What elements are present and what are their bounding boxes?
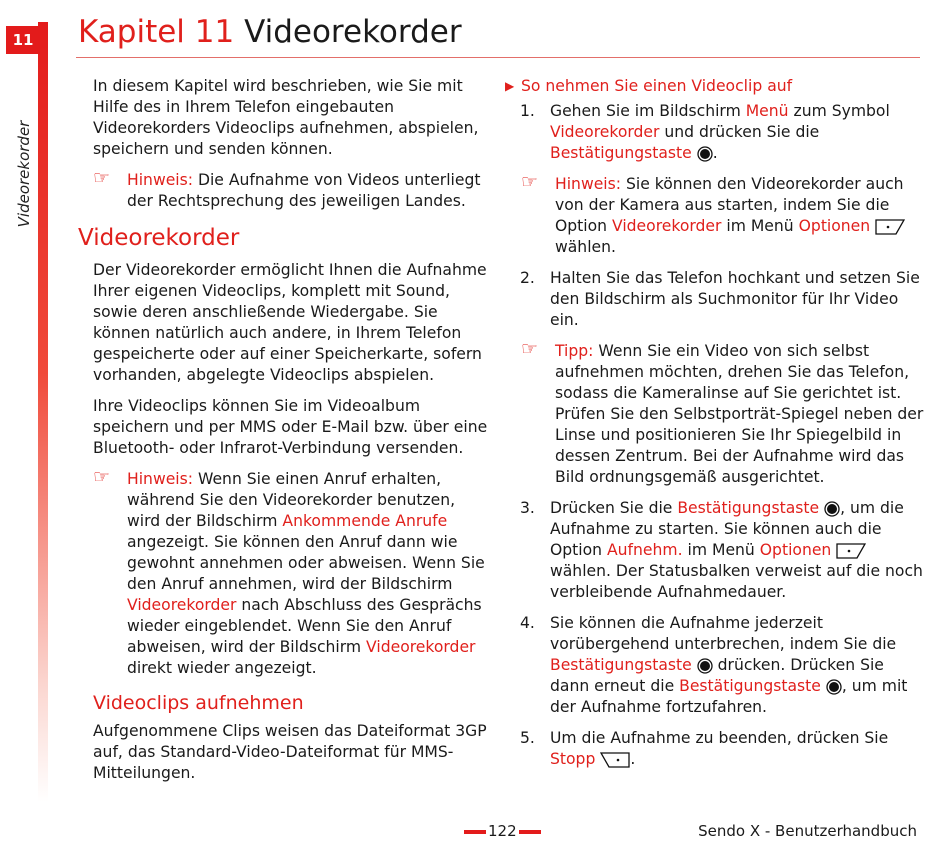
- page-title: [78, 14, 462, 50]
- side-chapter-label: Videorekorder: [15, 120, 33, 228]
- title-rule: [76, 57, 920, 58]
- menu-name: Optionen: [759, 541, 832, 559]
- section-paragraph-2: Ihre Videoclips können Sie im Videoalbum speichern und per MMS oder E-Mail bzw. über eine Bluetooth- oder Infrarot-Verbindung versenden.: [93, 397, 488, 457]
- tip-selfie: [505, 338, 925, 488]
- screen-name-link: Ankommende Anrufe: [282, 512, 448, 530]
- tip-text: Wenn Sie ein Video von sich selbst aufnehmen möchten, drehen Sie das Telefon, sodass die Kameralinse auf Sie gerichtet ist. Prüfen Sie den Selbstporträt-Spiegel neben der Linse und positionieren Sie Ihr Spiegelbild in dessen Zentrum. Bei der Aufnahme wird das Bild ordnungsgemäß ausgerichtet.: [555, 342, 924, 486]
- screen-name-link: Videorekorder: [366, 638, 476, 656]
- procedure-title: [505, 76, 925, 97]
- footer-book-title: Sendo X - Benutzerhandbuch: [698, 822, 917, 840]
- option-name: Videorekorder: [612, 217, 722, 235]
- option-name: Aufnehm.: [607, 541, 683, 559]
- pointing-hand-icon: ☞: [521, 338, 539, 360]
- note-text: wählen.: [555, 238, 616, 256]
- key-name: Bestätigungstaste: [550, 656, 692, 674]
- menu-name: Videorekorder: [550, 123, 660, 141]
- step-text: und drücken Sie die: [659, 123, 820, 141]
- left-softkey-icon: [600, 751, 630, 769]
- step-4: [505, 613, 925, 718]
- page-number-bar-left: [464, 830, 486, 834]
- right-softkey-icon: [875, 218, 905, 236]
- note-label: Hinweis:: [127, 171, 193, 189]
- pointing-hand-icon: ☞: [521, 171, 539, 193]
- select-key-icon: [697, 658, 713, 674]
- intro-paragraph: In diesem Kapitel wird beschrieben, wie Sie mit Hilfe des in Ihrem Telefon eingebauten Videorekorders Videoclips aufnehmen, abspielen, speichern und senden können.: [93, 77, 479, 158]
- step-5: [505, 728, 925, 770]
- pointing-hand-icon: ☞: [93, 466, 111, 488]
- note-incoming-call: [93, 466, 493, 679]
- key-name: Stopp: [550, 750, 596, 768]
- step-number: 3.: [520, 499, 535, 517]
- key-name: Bestätigungstaste: [679, 677, 821, 695]
- step-1: [505, 101, 925, 164]
- step-text: , um die Aufnahme zu starten. Sie können auch die Option: [550, 499, 904, 559]
- step-3: [505, 498, 925, 603]
- note-legal: [93, 167, 493, 212]
- arrow-right-icon: ▶: [505, 79, 515, 93]
- step-text: Halten Sie das Telefon hochkant und setzen Sie den Bildschirm als Suchmonitor für Ihr Video ein.: [550, 269, 920, 329]
- note-text: Die Aufnahme von Videos unterliegt der Rechtsprechung des jeweiligen Landes.: [127, 171, 481, 210]
- page-number-text: 122: [488, 822, 517, 840]
- page-number-bar-right: [519, 830, 541, 834]
- step-text: wählen. Der Statusbalken verweist auf die noch verbleibende Aufnahmedauer.: [550, 562, 923, 601]
- side-tab-gradient: [38, 22, 48, 802]
- step-2: [505, 268, 925, 331]
- screen-name-link: Videorekorder: [127, 596, 237, 614]
- note-text: direkt wieder angezeigt.: [127, 659, 317, 677]
- select-key-icon: [824, 501, 840, 517]
- step-text: zum Symbol: [788, 102, 890, 120]
- menu-name: Optionen: [798, 217, 871, 235]
- step-number: 1.: [520, 102, 535, 120]
- step-number: 4.: [520, 614, 535, 632]
- right-softkey-icon: [836, 542, 866, 560]
- left-column: [78, 76, 493, 794]
- subsection-paragraph: Aufgenommene Clips weisen das Dateiformat 3GP auf, das Standard-Video-Dateiformat für MMS-Mitteilungen.: [93, 722, 487, 782]
- tip-label: Tipp:: [555, 342, 594, 360]
- key-name: Bestätigungstaste: [677, 499, 820, 517]
- chapter-prefix: Kapitel 11: [78, 14, 235, 50]
- menu-name: Menü: [745, 102, 789, 120]
- note-label: Hinweis:: [127, 470, 193, 488]
- note-text: Sie können den Videorekorder auch von der Kamera aus starten, indem Sie die Option: [555, 175, 904, 235]
- subsection-heading: Videoclips aufnehmen: [93, 692, 304, 714]
- step-number: 5.: [520, 729, 535, 747]
- page-number: [462, 822, 543, 840]
- section-heading: Videorekorder: [78, 225, 240, 251]
- note-text: nach Abschluss des Gesprächs wieder eingeblendet. Wenn Sie den Anruf abweisen, wird der Bildschirm: [127, 596, 482, 656]
- step-text: im Menü: [682, 541, 760, 559]
- chapter-name: Videorekorder: [244, 14, 462, 50]
- step-text: Gehen Sie im Bildschirm: [550, 102, 746, 120]
- procedure-title-text: So nehmen Sie einen Videoclip auf: [521, 77, 793, 95]
- note-text: im Menü: [721, 217, 799, 235]
- select-key-icon: [826, 679, 842, 695]
- note-camera: [505, 171, 925, 258]
- step-number: 2.: [520, 269, 535, 287]
- step-text: drücken. Drücken Sie dann erneut die: [550, 656, 884, 695]
- note-label: Hinweis:: [555, 175, 621, 193]
- chapter-number-badge: 11: [6, 26, 40, 54]
- key-name: Bestätigungstaste: [550, 144, 692, 162]
- pointing-hand-icon: ☞: [93, 167, 111, 189]
- right-column: [505, 76, 925, 780]
- step-text: , um mit der Aufnahme fortzufahren.: [550, 677, 908, 716]
- step-text: .: [712, 144, 718, 162]
- step-text: .: [630, 750, 636, 768]
- step-text: Drücken Sie die: [550, 499, 678, 517]
- note-text: angezeigt. Sie können den Anruf dann wie gewohnt annehmen oder abweisen. Wenn Sie den Anruf annehmen, wird der Bildschirm: [127, 533, 485, 593]
- step-text: Sie können die Aufnahme jederzeit vorübergehend unterbrechen, indem Sie die: [550, 614, 897, 653]
- select-key-icon: [697, 146, 713, 162]
- note-text: Wenn Sie einen Anruf erhalten, während Sie den Videorekorder benutzen, wird der Bildschirm: [127, 470, 456, 530]
- step-text: Um die Aufnahme zu beenden, drücken Sie: [550, 729, 889, 747]
- section-paragraph-1: Der Videorekorder ermöglicht Ihnen die Aufnahme Ihrer eigenen Videoclips, komplett mit Sound, sowie deren anschließende Wiedergabe. Sie können natürlich auch andere, in Ihrem Telefon gespeicherte oder auf einer Speicherkarte, sofern vorhanden, abgelegte Videoclips abspielen.: [93, 261, 487, 384]
